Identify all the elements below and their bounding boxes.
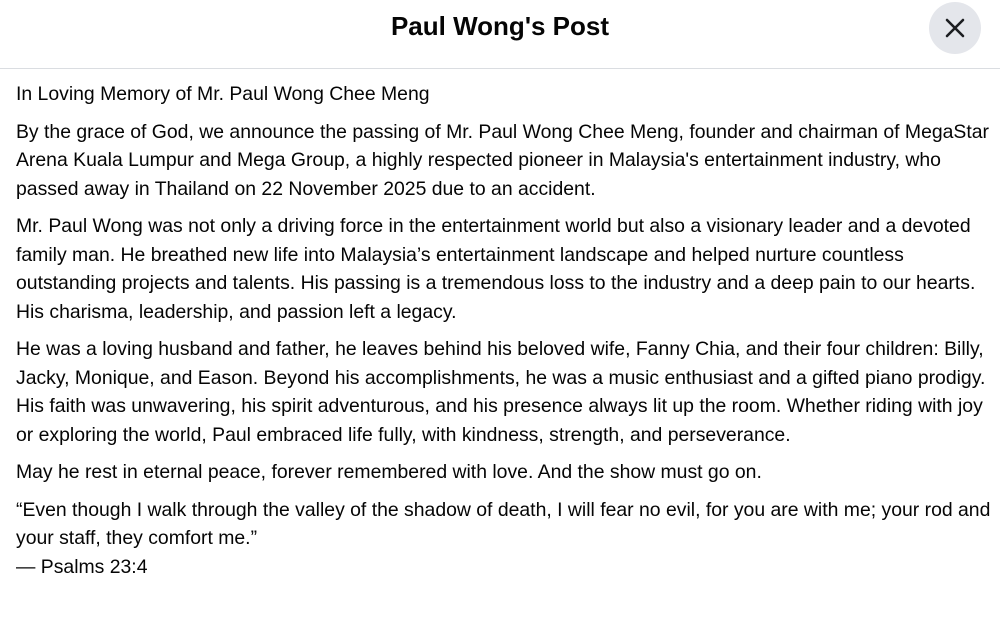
post-body bbox=[16, 80, 991, 581]
post-heading: In Loving Memory of Mr. Paul Wong Chee Meng bbox=[16, 83, 430, 105]
dialog-title: Paul Wong's Post bbox=[390, 11, 610, 41]
post-paragraph: Mr. Paul Wong was not only a driving force in the entertainment world but also a visionary leader and a devoted family man. He breathed new life into Malaysia’s entertainment landscape and helped nurture countless outstanding projects and talents. His passing is a tremendous loss to the industry and a deep pain to our hearts. His charisma, leadership, and passion left a legacy. bbox=[16, 215, 976, 323]
scripture-quote bbox=[16, 496, 991, 582]
quote-text: “Even though I walk through the valley of the shadow of death, I will fear no evil, for you are with me; your rod and your staff, they comfort me.” bbox=[16, 498, 991, 549]
dialog-header bbox=[0, 0, 1000, 69]
close-icon bbox=[944, 17, 966, 39]
post-paragraph: He was a loving husband and father, he leaves behind his beloved wife, Fanny Chia, and their four children: Billy, Jacky, Monique, and Eason. Beyond his accomplishments, he was a music enthusiast and a gifted piano prodigy. His faith was unwavering, his spirit adventurous, and his presence always lit up the room. Whether riding with joy or exploring the world, Paul embraced life fully, with kindness, strength, and perseverance. bbox=[16, 338, 986, 446]
post-paragraph: By the grace of God, we announce the passing of Mr. Paul Wong Chee Meng, founder and chairman of MegaStar Arena Kuala Lumpur and Mega Group, a highly respected pioneer in Malaysia's entertainment industry, who passed away in Thailand on 22 November 2025 due to an accident. bbox=[16, 120, 989, 200]
close-button[interactable] bbox=[929, 2, 981, 54]
quote-attribution: — Psalms 23:4 bbox=[16, 555, 148, 578]
post-paragraph: May he rest in eternal peace, forever remembered with love. And the show must go on. bbox=[16, 461, 762, 483]
